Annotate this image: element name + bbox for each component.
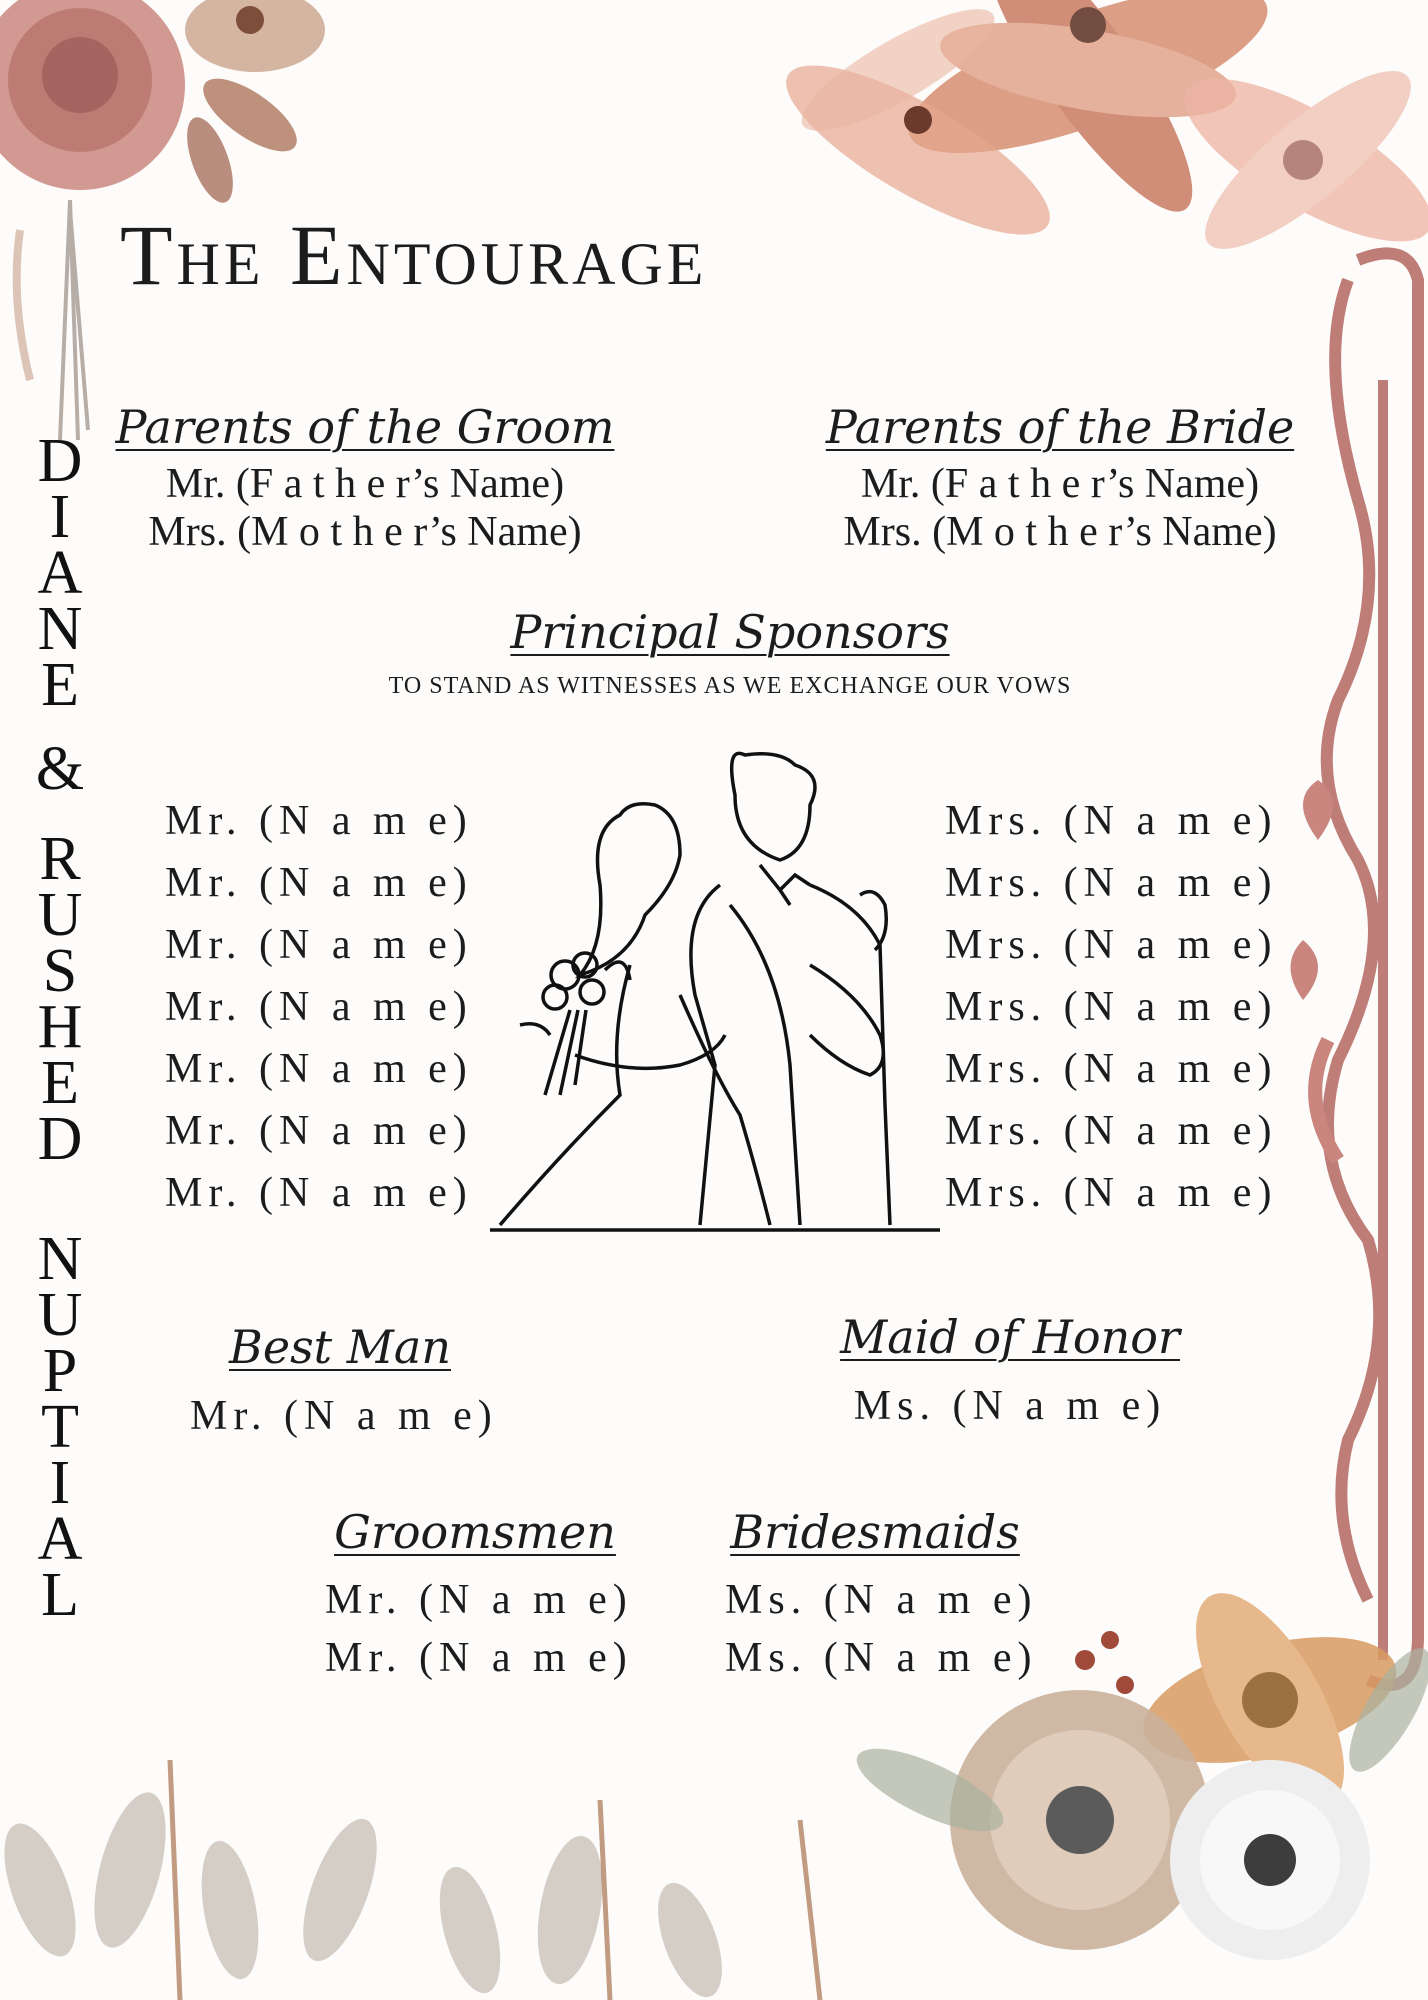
vertical-letter: N — [37, 1225, 83, 1293]
vertical-letter: I — [49, 1449, 71, 1517]
bride-mother-name: Mrs. (M o t h e r’s Name) — [843, 509, 1277, 555]
sponsor-name: Mr. (N a m e) — [165, 1170, 473, 1216]
parents-bride-heading: Parents of the Bride — [825, 400, 1295, 454]
bridesmaid-name: Ms. (N a m e) — [725, 1635, 1038, 1681]
sponsor-name: Mrs. (N a m e) — [945, 798, 1278, 844]
sponsors-left-list — [165, 790, 473, 1224]
couple-illustration-icon — [480, 735, 950, 1235]
page-title: The Entourage — [120, 207, 708, 303]
white-flower-icon — [1170, 1760, 1370, 1960]
vertical-letter: D — [37, 427, 83, 495]
parents-bride-section — [825, 400, 1295, 556]
sponsors-right-list — [945, 790, 1277, 1224]
parents-groom-heading: Parents of the Groom — [115, 400, 615, 454]
groom-mother-name: Mrs. (M o t h e r’s Name) — [148, 509, 582, 555]
bride-father-name: Mr. (F a t h e r’s Name) — [860, 461, 1260, 507]
vertical-letter: S — [42, 937, 78, 1005]
couple-name-vertical — [22, 427, 98, 1629]
groom-father-name: Mr. (F a t h e r’s Name) — [165, 461, 565, 507]
principal-sponsors-header — [290, 605, 1170, 700]
brown-flower-icon — [185, 0, 325, 72]
principal-sponsors-heading: Principal Sponsors — [510, 605, 950, 659]
sponsor-name: Mr. (N a m e) — [165, 860, 473, 906]
vertical-letter: T — [41, 1393, 79, 1461]
sponsor-name: Mrs. (N a m e) — [945, 1046, 1278, 1092]
bottom-floral — [0, 1440, 1428, 2000]
vertical-letter: I — [49, 483, 71, 551]
parents-groom-section — [115, 400, 615, 556]
sponsor-name: Mr. (N a m e) — [165, 922, 473, 968]
vertical-letter: H — [37, 993, 83, 1061]
groomsman-name: Mr. (N a m e) — [325, 1635, 633, 1681]
vertical-letter: U — [37, 1281, 83, 1349]
maid-of-honor-section — [830, 1310, 1190, 1430]
vertical-letter: E — [41, 651, 79, 719]
bridesmaids-section — [725, 1505, 1038, 1687]
best-man-heading: Best Man — [229, 1320, 451, 1374]
sponsor-name: Mr. (N a m e) — [165, 1108, 473, 1154]
best-man-section — [190, 1320, 498, 1440]
vertical-letter: U — [37, 881, 83, 949]
vertical-letter: D — [37, 1105, 83, 1173]
groomsmen-section — [325, 1505, 633, 1687]
sponsor-name: Mr. (N a m e) — [165, 984, 473, 1030]
sponsor-name: Mrs. (N a m e) — [945, 1170, 1278, 1216]
sponsor-name: Mr. (N a m e) — [165, 1046, 473, 1092]
best-man-name: Mr. (N a m e) — [190, 1393, 498, 1439]
maid-of-honor-heading: Maid of Honor — [840, 1310, 1180, 1364]
groomsman-name: Mr. (N a m e) — [325, 1577, 633, 1623]
vertical-letter: A — [37, 539, 83, 607]
bridesmaid-name: Ms. (N a m e) — [725, 1577, 1038, 1623]
vertical-letter: R — [39, 825, 81, 893]
sponsor-name: Mr. (N a m e) — [165, 798, 473, 844]
sponsor-name: Mrs. (N a m e) — [945, 860, 1278, 906]
vertical-letter: L — [41, 1561, 79, 1629]
sponsor-name: Mrs. (N a m e) — [945, 984, 1278, 1030]
vertical-letter: N — [37, 595, 83, 663]
sponsor-name: Mrs. (N a m e) — [945, 1108, 1278, 1154]
sponsor-name: Mrs. (N a m e) — [945, 922, 1278, 968]
vertical-letter: & — [35, 735, 85, 803]
vertical-letter: P — [42, 1337, 78, 1405]
maid-of-honor-name: Ms. (N a m e) — [853, 1383, 1167, 1429]
principal-sponsors-subtitle: TO STAND AS WITNESSES AS WE EXCHANGE OUR VOWS — [388, 673, 1072, 699]
rose-flower-icon — [0, 0, 185, 190]
bridesmaids-heading: Bridesmaids — [730, 1505, 1020, 1559]
vertical-letter: E — [41, 1049, 79, 1117]
groomsmen-heading: Groomsmen — [334, 1505, 616, 1559]
vertical-letter: A — [37, 1505, 83, 1573]
